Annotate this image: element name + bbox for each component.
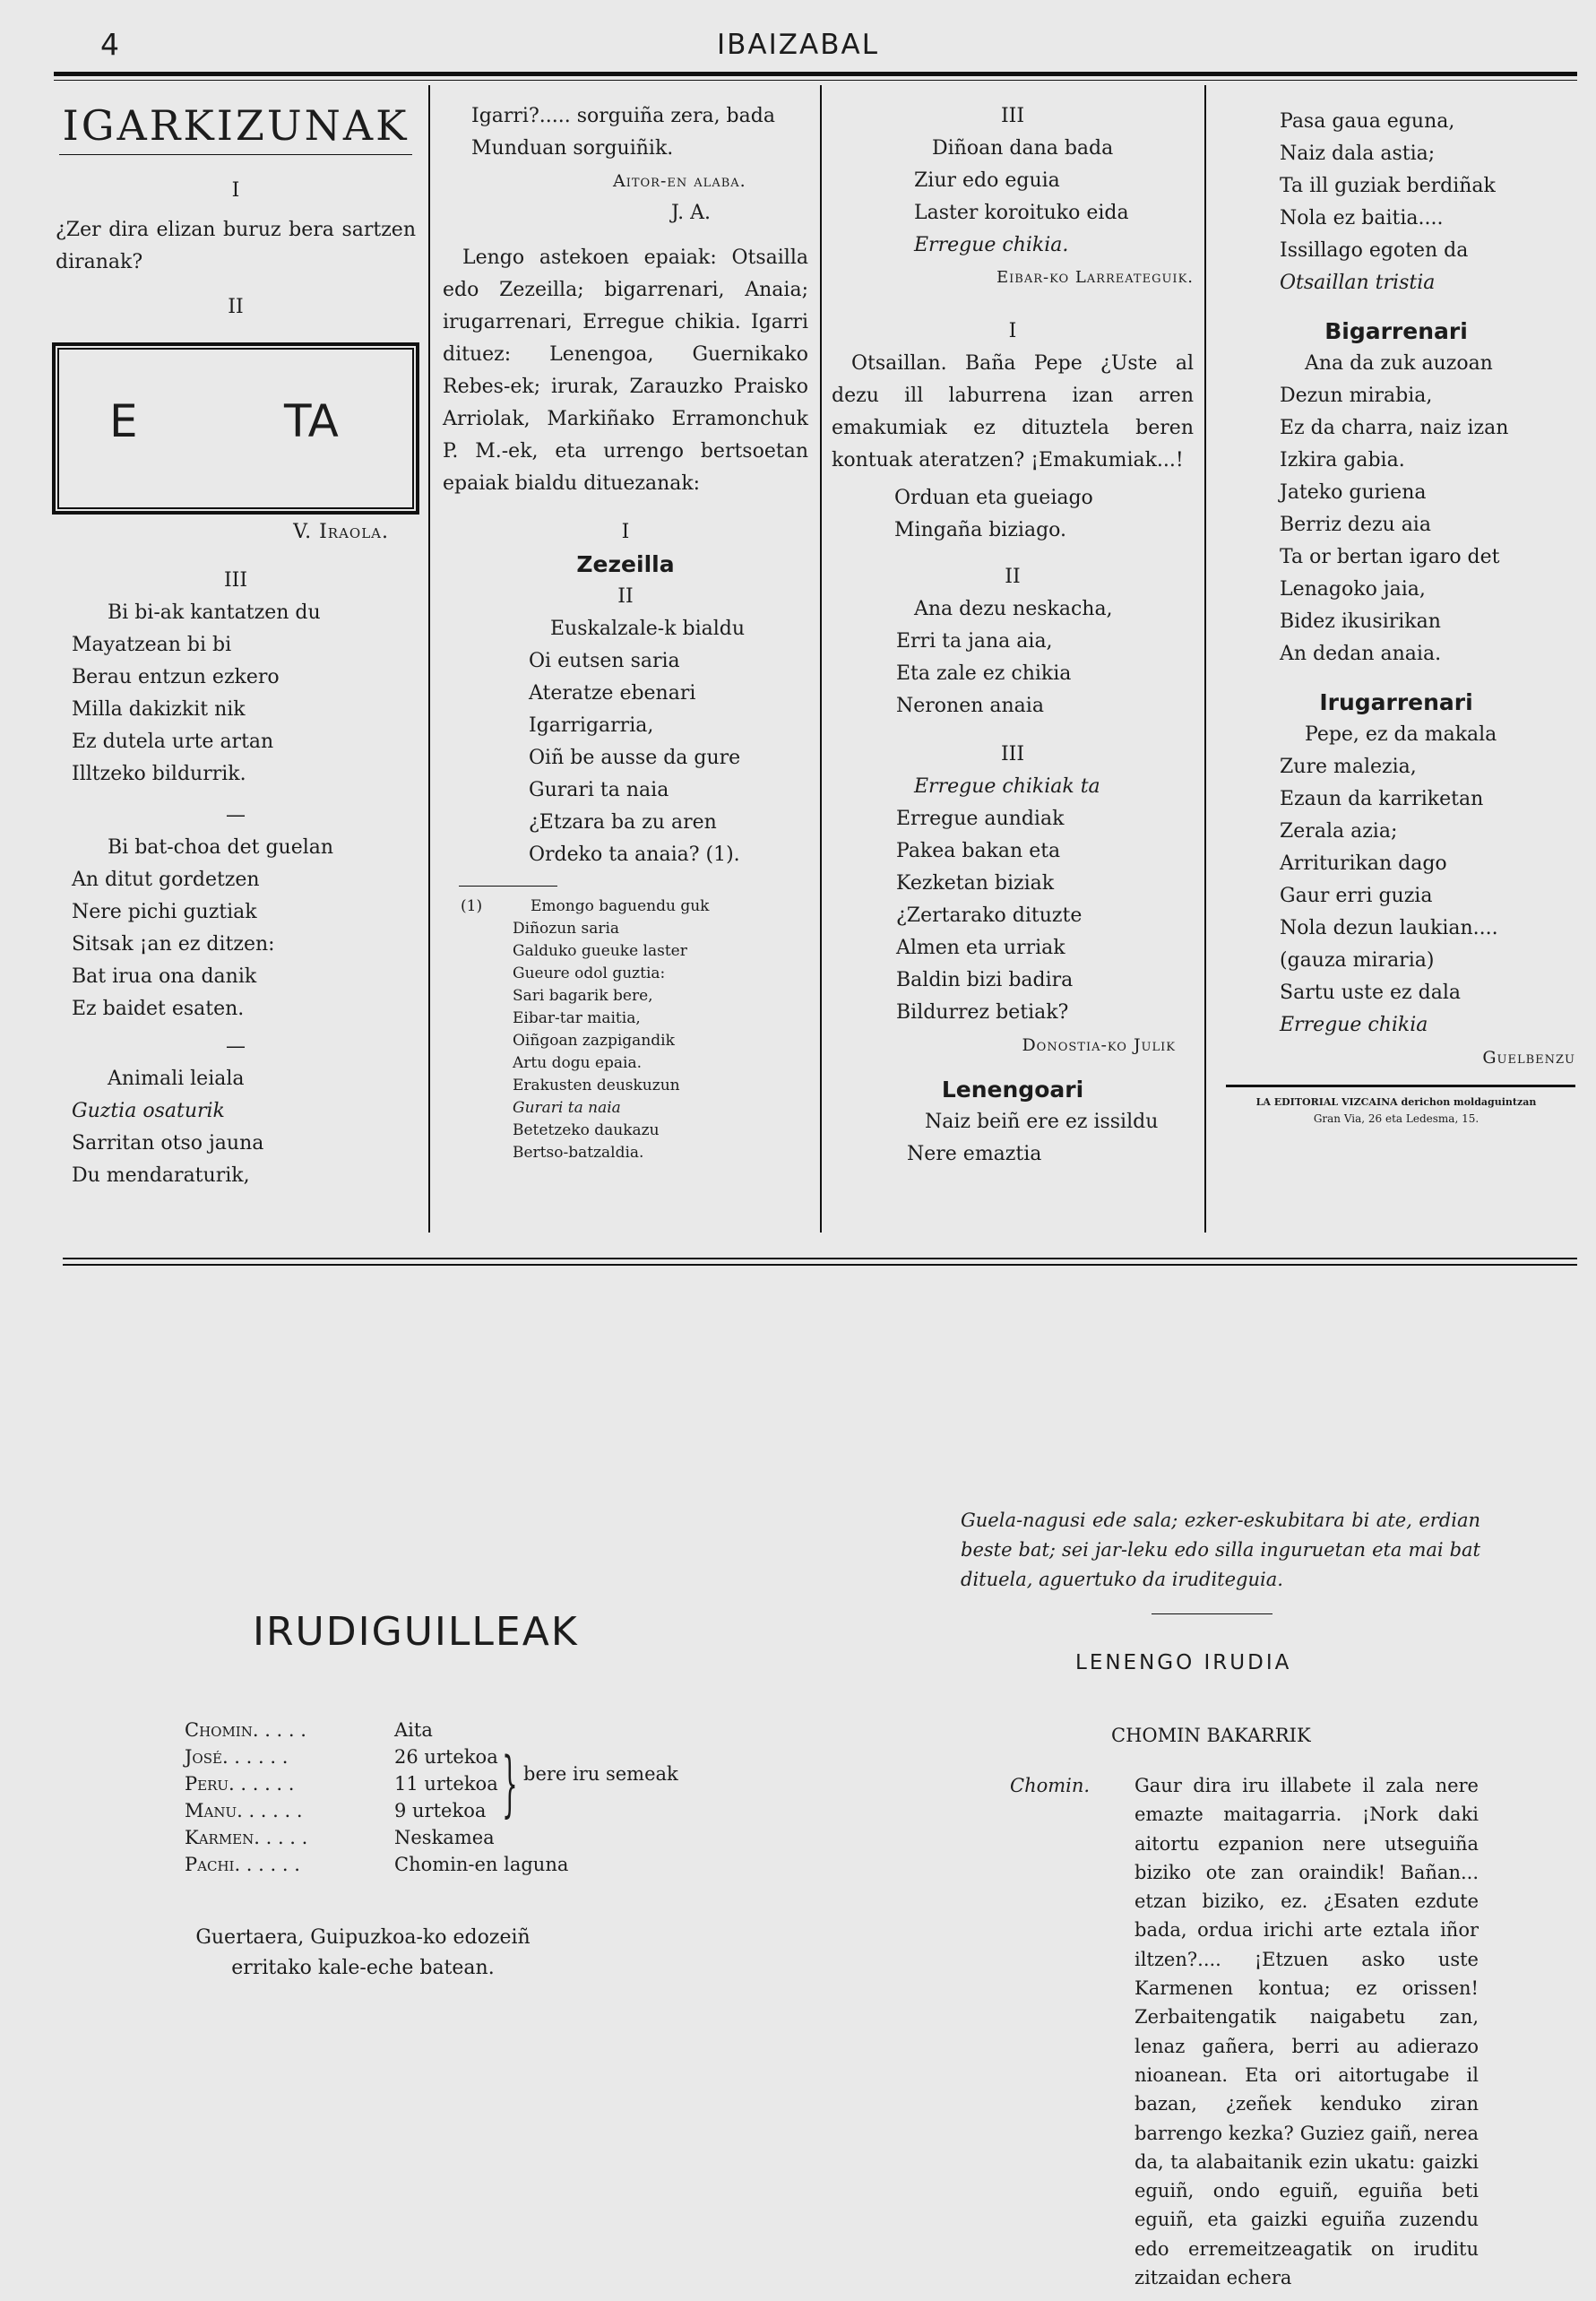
riddle-question: ¿Zer dira elizan buruz bera sartzen diranak? [56,219,416,273]
signature-initials: J. A. [671,202,711,224]
verse-line: Naiz dala astia; [1280,143,1436,165]
riddle-box-left-letter: E [109,395,138,447]
verse-line: Berriz dezu aia [1280,514,1431,536]
header-rule-thin [54,80,1577,81]
roman-numeral: II [617,585,634,608]
verse-line: Oi eutsen saria [529,650,680,672]
verse-line: Sari bagarik bere, [513,987,653,1005]
verse-line: Artu dogu epaia. [513,1054,642,1072]
igarkizunak-heading: IGARKIZUNAK [62,101,410,150]
stanza [56,1063,416,1192]
scene-subheading: CHOMIN BAKARRIK [1111,1725,1311,1746]
imprint-address: Gran Via, 26 eta Ledesma, 15. [1313,1112,1480,1125]
verse-line: Sitsak ¡an ez ditzen: [72,933,275,956]
verse-line: ¿Zertarako dituzte [896,904,1083,927]
cast-desc: 9 urtekoa [394,1800,487,1821]
column-4 [1217,106,1575,1127]
cast-desc: Chomin-en laguna [394,1854,569,1875]
cast-desc: Aita [394,1719,433,1741]
verse-line: Ordeko ta anaia? (1). [529,843,740,866]
verse-line: Pepe, ez da makala [1305,723,1497,746]
riddle-box-right-letters: TA [284,395,339,447]
verse-line: Ez da charra, naiz izan [1280,417,1509,439]
roman-numeral: II [228,296,244,318]
verse-line: Ezaun da karriketan [1280,788,1484,810]
stanza [896,593,1194,722]
verse-line: (gauza miraria) [1280,949,1435,972]
verse-line: Jateko guriena [1280,481,1427,504]
verse-line: Nere emaztia [907,1143,1042,1165]
stage-rule [1152,1613,1272,1614]
verse-line: Oiñ be ausse da gure [529,747,741,769]
verse-line: Ana dezu neskacha, [914,598,1113,620]
cast-role: Peru. . . . . . [185,1773,295,1795]
verse-line: Nola ez baitia.... [1280,207,1444,229]
section-rule [63,1264,1577,1266]
verse-line: Erregue chikiak ta [914,775,1100,798]
verse-line: Milla dakizkit nik [72,698,246,721]
column-3 [832,100,1194,1171]
roman-numeral: I [1008,320,1017,342]
answer-heading: Lenengoari [941,1077,1084,1103]
verse-line: Emongo baguendu guk [531,897,710,915]
verse-line: Orduan eta gueiago [894,487,1093,509]
verse-line: Nola dezun laukian.... [1280,917,1498,939]
cast-role: Chomin. . . . . [185,1719,306,1741]
roman-numeral: II [1005,566,1021,588]
imprint-line: LA EDITORIAL VIZCAINA derichon moldaguintzan [1255,1096,1537,1108]
verse-line: Eibar-tar maitia, [513,1009,641,1027]
verse-line: Nere pichi guztiak [72,901,257,923]
verse-line: Bildurrez betiak? [896,1001,1069,1024]
footnote-verse [513,895,808,1164]
verse-line: Ana da zuk auzoan [1305,352,1493,375]
verse-line: Betetzeko daukazu [513,1121,660,1139]
cast-role: Karmen. . . . . [185,1827,308,1848]
signature: Eibar-ko Larreateguik. [996,268,1194,287]
verse-line: Gueure odol guztia: [513,965,666,982]
stanza [914,133,1194,262]
signature: Aitor-en alaba. [613,171,746,191]
verse-line: Almen eta urriak [896,937,1065,959]
answer-heading: Irugarrenari [1319,689,1473,715]
verse-line: Eta zale ez chikia [896,662,1072,685]
stanza [529,613,808,871]
verse-line: Sartu uste ez dala [1280,982,1461,1004]
verse-line: Galduko gueuke laster [513,942,687,960]
verse-line: Oiñgoan zazpigandik [513,1032,675,1050]
signature: Donostia-ko Julik [1022,1035,1176,1055]
stanza [56,597,416,791]
verse-line: Bi bat-choa det guelan [108,836,334,859]
verse-line: Ta or bertan igaro det [1280,546,1500,568]
verse-line: Baldin bizi badira [896,969,1074,991]
verse-line: Berau entzun ezkero [72,666,280,688]
column-1-lower [56,516,416,1192]
verse-line: Erregue chikia. [914,234,1069,256]
verse-line: Naiz beiñ ere ez issildu [925,1111,1159,1133]
section-rule [63,1258,1577,1259]
column-divider [428,85,430,1233]
stanza [896,771,1194,1029]
verse-line: Otsaillan tristia [1280,272,1436,294]
riddle-box [52,342,419,515]
verse-line: Zerala azia; [1280,820,1398,843]
verse-line: Erregue chikia [1280,1014,1428,1036]
stanza [1280,348,1575,670]
newspaper-title: IBAIZABAL [717,29,879,61]
verse-line: Gaur erri guzia [1280,885,1433,907]
answer-heading: Zezeilla [576,551,675,577]
verse-line: Bat irua ona danik [72,965,257,988]
roman-numeral: I [621,521,630,543]
imprint-rule [1226,1085,1575,1087]
verse-line: Ta ill guziak berdiñak [1280,175,1496,197]
signature: V. Iraola. [293,521,389,543]
verse-line: Issillago egoten da [1280,239,1469,262]
cast-role: Pachi. . . . . . [185,1854,300,1875]
cast-row [185,1717,574,1743]
verse-line: Diñoan dana bada [932,137,1114,160]
separator-dash: — [226,1035,246,1058]
column-divider [1204,85,1206,1233]
verse-line: Izkira gabia. [1280,449,1405,471]
cast-desc: Neskamea [394,1827,495,1848]
verse-line: ¿Etzara ba zu aren [529,811,717,834]
cast-desc: 26 urtekoa [394,1746,498,1768]
verse-line: Bidez ikusirikan [1280,610,1441,633]
verse-line: Igarrigarria, [529,714,654,737]
verse-line: Ez baidet esaten. [72,998,245,1020]
verse-line: Ateratze ebenari [529,682,696,705]
stanza [56,832,416,1025]
verse-line: Neronen anaia [896,695,1044,717]
scene-heading: LENENGO IRUDIA [1075,1651,1292,1674]
signature: Guelbenzu [1482,1048,1575,1068]
verse-line: Arriturikan dago [1280,852,1447,875]
roman-numeral: III [223,569,248,592]
cast-row [185,1851,574,1878]
verse-line: Euskalzale-k bialdu [550,618,746,640]
verse-line: Gurari ta naia [529,779,669,801]
column-divider [820,85,822,1233]
play-setting: Guertaera, Guipuzkoa-ko edozeiñ erritako kale-eche batean. [195,1926,531,1979]
separator-dash: — [226,804,246,826]
roman-numeral: I [231,179,240,202]
verse-line: Pasa gaua eguna, [1280,110,1455,133]
verse-line: Bertso-batzaldia. [513,1144,644,1162]
verse-line: Ez dutela urte artan [72,731,274,753]
verse-line: Mayatzean bi bi [72,634,232,656]
cast-role: José. . . . . . [185,1746,289,1768]
verse-line: Zure malezia, [1280,756,1417,778]
play-cast-heading: IRUDIGUILLEAK [253,1609,579,1655]
verse-line: Guztia osaturik [72,1100,225,1122]
answer-paragraph: Otsaillan. Baña Pepe ¿Uste al dezu ill laburrena izan arren emakumiak ez dituztela beren kontuak ateratzen? ¡Emakumiak...! [832,352,1194,471]
verse-line: Dezun mirabia, [1280,385,1433,407]
cast-row [185,1824,574,1851]
verse-line: Pakea bakan eta [896,840,1061,862]
speaker-name: Chomin. [1010,1775,1091,1796]
verse-line: Igarri?..... sorguiña zera, bada [471,105,775,127]
verse-line: Kezketan biziak [896,872,1055,895]
verse-line: Bi bi-ak kantatzen du [108,601,321,624]
verse-line: Erakusten deuskuzun [513,1077,680,1094]
page-number: 4 [100,27,119,62]
roman-numeral: III [1000,105,1025,127]
verse-line: Munduan sorguiñik. [471,137,674,160]
column-2 [443,100,808,1164]
verse-line: Diñozun saria [513,920,620,938]
cast-role: Manu. . . . . . [185,1800,303,1821]
verse-line: An ditut gordetzen [72,869,260,891]
verse-line: Gurari ta naia [513,1099,621,1117]
stanza [1280,719,1575,1042]
roman-numeral: III [1000,743,1025,766]
answer-heading: Bigarrenari [1324,318,1468,344]
brace-label: bere iru semeak [523,1763,678,1785]
verse-line: Sarritan otso jauna [72,1132,264,1155]
verse-line: Du mendaraturik, [72,1164,250,1187]
cast-desc: 11 urtekoa [394,1773,498,1795]
stanza [1280,106,1575,299]
verse-line: Erri ta jana aia, [896,630,1053,653]
verse-line: An dedan anaia. [1280,643,1442,665]
heading-rule [59,154,412,155]
footnote-rule [459,886,557,887]
verse-line: Lenagoko jaia, [1280,578,1426,601]
verse-line: Erregue aundiak [896,808,1065,830]
footnote [443,895,808,1164]
answers-paragraph: Lengo astekoen epaiak: Otsailla edo Zezeilla; bigarrenari, Anaia; irugarrenari, Erregue chikia. Igarri dituez: Lenengoa, Guernikako Rebes-ek; irurak, Zarauzko Praisko Arriolak, Markiñako Erramonchuk P. M.-ek, eta urrengo bertsoetan epaiak bialdu dituezanak: [443,247,808,495]
footnote-mark: (1) [461,897,483,915]
brace: } [502,1742,518,1825]
verse-line: Animali leiala [108,1068,245,1090]
stage-directions: Guela-nagusi ede sala; ezker-eskubitara bi ate, erdian beste bat; sei jar-leku edo silla inguruetan eta mai bat dituela, aguertuko da iruditeguia. [961,1509,1480,1590]
speech-text: Gaur dira iru illabete il zala nere emazte maitagarria. ¡Nork daki aitortu ezpanion nere utseguiña biziko ote zan oraindik! Bañan... etzan biziko, ez. ¿Esaten ezdute bada, ordua irichi arte eztala iñor iltzen?.... ¡Etzuen asko uste Karmenen kontua; ez orissen! Zerbaitengatik naigabetu zan, lenaz gañera, berri au adierazo nioanean. Eta ori aitortugabe il bazan, ¿zeñek kenduko ziran barrengo kezka? Guziez gaiñ, nerea da, ta alabaitanik ezin ukatu: gaizki eguiñ, ondo eguiñ, eguiña beti eguiñ, eta gaizki eguiña zuzendu edo erremeitzeagatik on iruditu zitzaidan echera [1134,1775,1479,2289]
verse-line: Ziur edo eguia [914,169,1060,192]
verse-line: Laster koroituko eida [914,202,1129,224]
column-1 [56,90,416,324]
header-rule [54,72,1577,76]
verse-line: Mingaña biziago. [894,519,1067,541]
verse-line: Illtzeko bildurrik. [72,763,246,785]
